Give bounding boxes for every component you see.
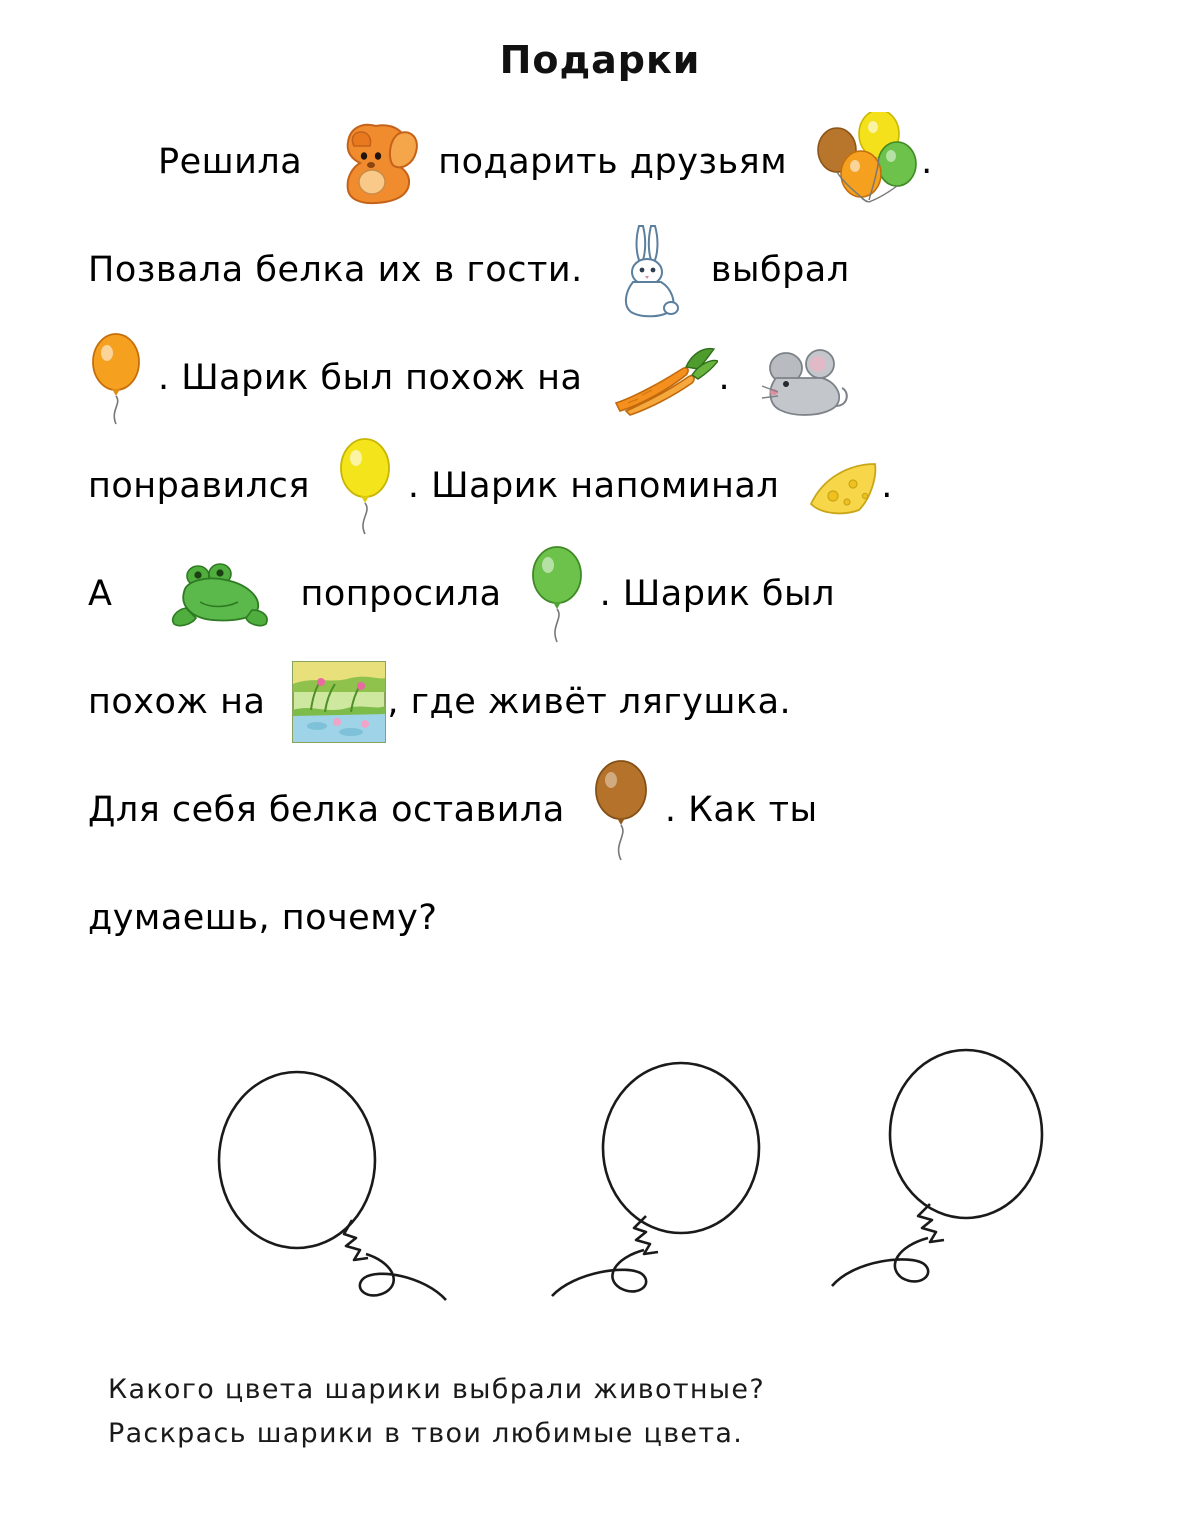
story-text: выбрал	[710, 250, 850, 290]
story-line-3	[88, 324, 1112, 432]
story-text: . Шарик был	[599, 574, 836, 614]
story-text: понравился	[88, 466, 310, 506]
coloring-balloon-1	[219, 1072, 446, 1300]
story-text: .	[718, 358, 731, 398]
coloring-balloon-2	[552, 1063, 759, 1296]
rabbit-icon	[609, 218, 685, 322]
balloon-orange-icon	[88, 330, 144, 426]
balloon-bunch-icon	[813, 112, 921, 212]
cheese-icon	[805, 455, 881, 517]
footer-instruction: Раскрась шарики в твои любимые цвета.	[108, 1418, 744, 1449]
carrot-icon	[608, 337, 718, 419]
story-text: .	[881, 466, 893, 506]
story-text: А	[88, 574, 113, 614]
story-text: , где живёт лягушка.	[387, 682, 792, 722]
frog-icon	[164, 558, 274, 630]
footer-instructions	[108, 1368, 765, 1456]
pond-icon	[291, 658, 387, 746]
story-line-7	[88, 756, 1112, 864]
coloring-balloon-3	[832, 1050, 1042, 1286]
story-text: .	[921, 142, 933, 182]
story-text: подарить друзьям	[438, 142, 788, 182]
worksheet-page	[0, 38, 1200, 1534]
story-text: . Шарик напоминал	[407, 466, 780, 506]
balloon-green-icon	[528, 544, 586, 644]
story-line-6	[88, 648, 1112, 756]
story-line-4	[88, 432, 1112, 540]
story-text: . Как ты	[664, 790, 818, 830]
coloring-balloons-area	[0, 1038, 1200, 1338]
story-text: Для себя белка оставила	[88, 790, 565, 830]
story-line-5	[88, 540, 1112, 648]
story-line-1	[88, 108, 1112, 216]
story-text: похож на	[88, 682, 266, 722]
squirrel-icon	[328, 116, 424, 208]
story-line-8	[88, 864, 1112, 972]
story-body	[88, 108, 1112, 972]
story-text: попросила	[300, 574, 502, 614]
mouse-icon	[756, 334, 852, 422]
story-text: думаешь, почему?	[88, 898, 438, 938]
footer-question: Какого цвета шарики выбрали животные?	[108, 1374, 765, 1405]
balloon-yellow-icon	[336, 436, 394, 536]
page-title: Подарки	[499, 38, 701, 82]
story-text: Решила	[158, 142, 303, 182]
story-line-2	[88, 216, 1112, 324]
story-text: . Шарик был похож на	[158, 358, 583, 398]
story-text: Позвала белка их в гости.	[88, 250, 583, 290]
balloon-brown-icon	[591, 758, 651, 862]
